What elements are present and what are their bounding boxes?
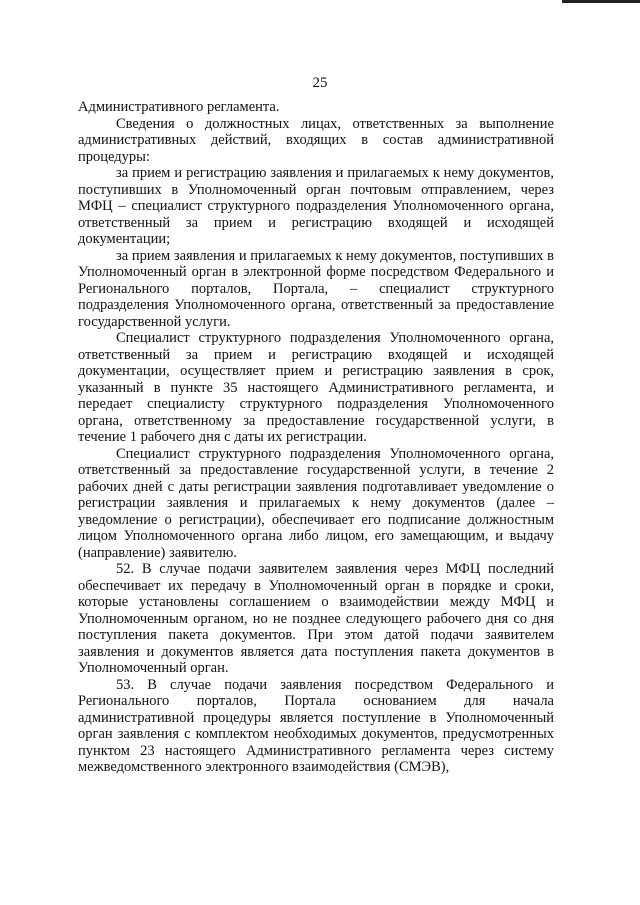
page-number: 25 [312,75,328,91]
paragraph-registration-specialist: Специалист структурного подразделения Уполномоченного органа, ответственный за прием и регистрацию входящей и исходящей документации, осуществляет прием и регистрацию заявления в срок, указанный в пункте 35 настоящего Административного регламента, и передает специалисту структурного подразделения Уполномоченного органа, ответственному за предоставление государственной услуги, в течение 1 рабочего дня с даты их регистрации. [78,330,554,445]
paragraph-postal-mfc-receipt: за прием и регистрацию заявления и прилагаемых к нему документов, поступивших в Уполномоченный орган почтовым отправлением, через МФЦ – специалист структурного подразделения Уполномоченного органа, ответственный за прием и регистрацию входящей и исходящей документации; [78,165,554,247]
scan-edge-mark [562,0,640,3]
paragraph-continuation: Административного регламента. [78,99,280,115]
paragraph-electronic-receipt: за прием заявления и прилагаемых к нему документов, поступивших в Уполномоченный орган в электронной форме посредством Федерального и Регионального порталов, Портала, – специалист структурного подразделения Уполномоченного органа, ответственный за предоставление государственной услуги. [78,247,554,330]
paragraph-registration-notice: Специалист структурного подразделения Уполномоченного органа, ответственный за предоставление государственной услуги, в течение 2 рабочих дней с даты регистрации заявления подготавливает уведомление о регистрации заявления и прилагаемых к нему документов (далее – уведомление о регистрации), обеспечивает его подписание должностным лицом Уполномоченного органа либо лицом, его замещающим, и выдачу (направление) заявителю. [78,445,554,561]
paragraph-clause-52: 52. В случае подачи заявителем заявления через МФЦ последний обеспечивает их передачу в Уполномоченный орган в порядке и сроки, которые установлены соглашением о взаимодействии между МФЦ и Уполномоченным органом, но не позднее следующего рабочего дня со дня поступления пакета документов. При этом датой подачи заявителем заявления и документов является дата поступления пакета документов в Уполномоченный орган. [78,561,554,676]
document-body [78,99,554,776]
paragraph-officials-intro: Сведения о должностных лицах, ответственных за выполнение административных действий, входящих в состав административной процедуры: [78,115,554,165]
paragraph-clause-53: 53. В случае подачи заявления посредством Федерального и Регионального порталов, Портала основанием для начала административной процедуры является поступление в Уполномоченный орган заявления с комплектом необходимых документов, предусмотренных пунктом 23 настоящего Административного регламента через систему межведомственного электронного взаимодействия (СМЭВ), [78,676,554,775]
